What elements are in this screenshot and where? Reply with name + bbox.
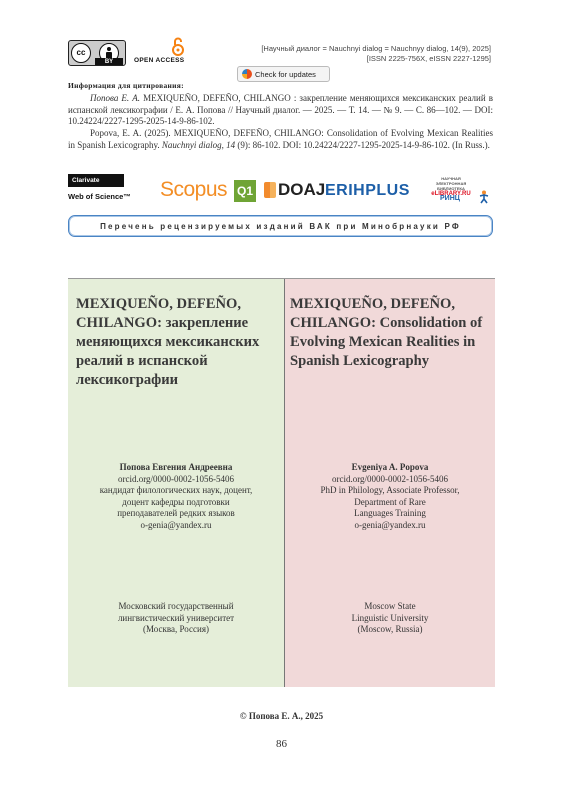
citation-ru-authors: Попова Е. А. (90, 93, 141, 103)
author-position-ru-2: преподавателей редких языков (117, 508, 235, 518)
rinc-person-icon (479, 190, 489, 204)
doaj-label: DOAJ (278, 180, 326, 199)
check-for-updates-button[interactable] (237, 66, 330, 82)
university-en-2: Linguistic University (351, 612, 429, 623)
article-title-en: MEXIQUEÑO, DEFEÑO, CHILANGO: Consolidation of Evolving Mexican Realities in Spanish Lexicography (290, 296, 483, 369)
cc-icon: cc (71, 43, 91, 63)
author-name-ru: Попова Евгения Андреевна (119, 462, 233, 472)
elibrary-logo[interactable] (429, 176, 473, 197)
location-en: (Moscow, Russia) (357, 624, 423, 634)
author-email-ru[interactable]: o-genia@yandex.ru (140, 519, 212, 530)
indexing-logos (68, 174, 493, 206)
english-column (285, 279, 495, 687)
open-access-logo (134, 37, 204, 67)
university-ru-2: лингвистический университет (117, 612, 235, 623)
rinc-logo[interactable]: РИНЦ (440, 195, 460, 202)
copyright-notice: © Попова Е. А., 2025 (239, 711, 324, 721)
russian-column (68, 279, 285, 687)
author-position-en-1: Department of Rare (354, 496, 426, 507)
q1-badge: Q1 (234, 180, 256, 202)
issn-line: [ISSN 2225-756X, eISSN 2227-1295] (366, 54, 491, 63)
author-position-en-2: Languages Training (354, 508, 426, 518)
university-ru-1: Московский государственный (118, 601, 234, 611)
elibrary-name: eLIBRARY.RU (431, 191, 471, 197)
by-label: BY (95, 58, 123, 66)
orcid-link-ru[interactable]: orcid.org/0000-0002-1056-5406 (117, 473, 235, 484)
affiliation-en (285, 601, 495, 636)
author-degree-en: PhD in Philology, Associate Professor, (320, 485, 460, 495)
citation-en-journal: Nauchnyi dialog, 14 (161, 139, 236, 150)
author-position-ru-1: доцент кафедры подготовки (122, 496, 230, 507)
citation-ru-text: MEXIQUEÑO, DEFEÑO, CHILANGO : закрепление меняющихся мексиканских реалий в испанской лексикографии / Е. А. Попова // Научный диалог. — 2025. — Т. 14. — № 9. — С. 86—102. — DOI: 10.24224/2227-1295-2025-14-9-86-102. (68, 93, 494, 126)
orcid-link-en[interactable]: orcid.org/0000-0002-1056-5406 (331, 473, 449, 484)
journal-line: [Научный диалог = Nauchnyi dialog = Nauchnyy dialog, 14(9), 2025] (261, 44, 491, 53)
location-ru: (Москва, Россия) (143, 624, 209, 634)
author-email-en[interactable]: o-genia@yandex.ru (354, 519, 426, 530)
erihplus-logo[interactable]: ERIHPLUS (325, 182, 410, 199)
affiliation-ru (68, 601, 284, 636)
journal-reference (261, 44, 491, 64)
check-for-updates-label: Check for updates (255, 69, 316, 79)
citation-heading: Информация для цитирования: (68, 81, 184, 90)
web-of-science-logo[interactable]: Web of Science™ (68, 192, 131, 201)
page-number: 86 (276, 738, 287, 750)
title-panel (68, 278, 495, 687)
vak-list-banner: Перечень рецензируемых изданий ВАК при Минобрнауки РФ (68, 215, 493, 237)
crossmark-icon (242, 69, 252, 79)
university-en-1: Moscow State (364, 601, 416, 611)
author-degree-ru: кандидат филологических наук, доцент, (99, 485, 253, 495)
open-access-label: OPEN ACCESS (134, 57, 185, 64)
elibrary-caption: НАУЧНАЯ ЭЛЕКТРОННАЯ БИБЛИОТЕКА (435, 176, 467, 191)
cc-by-license-badge[interactable] (68, 40, 126, 66)
clarivate-logo[interactable]: Clarivate (68, 174, 124, 187)
citation-ru (68, 93, 493, 128)
doaj-logo[interactable] (264, 180, 325, 200)
citation-en-tail: (9): 86-102. DOI: 10.24224/2227-1295-2025-14-9-86-102. (In Russ.). (235, 139, 490, 150)
author-info-ru (68, 462, 284, 531)
author-info-en (285, 462, 495, 531)
author-name-en: Evgeniya A. Popova (351, 462, 429, 472)
citation-en (68, 128, 493, 151)
article-title-ru: MEXIQUEÑO, DEFEÑO, CHILANGO: закрепление меняющихся мексиканских реалий в испанской лексикографии (76, 296, 260, 388)
citation-en-text: Popova, E. A. (2025). MEXIQUEÑO, DEFEÑO, CHILANGO: Consolidation of Evolving Mexican Realities in Spanish Lexicography. (68, 128, 493, 150)
open-access-lock-icon (172, 37, 184, 56)
scopus-logo[interactable]: Scopus (160, 178, 228, 201)
doaj-mark-icon (264, 182, 276, 198)
